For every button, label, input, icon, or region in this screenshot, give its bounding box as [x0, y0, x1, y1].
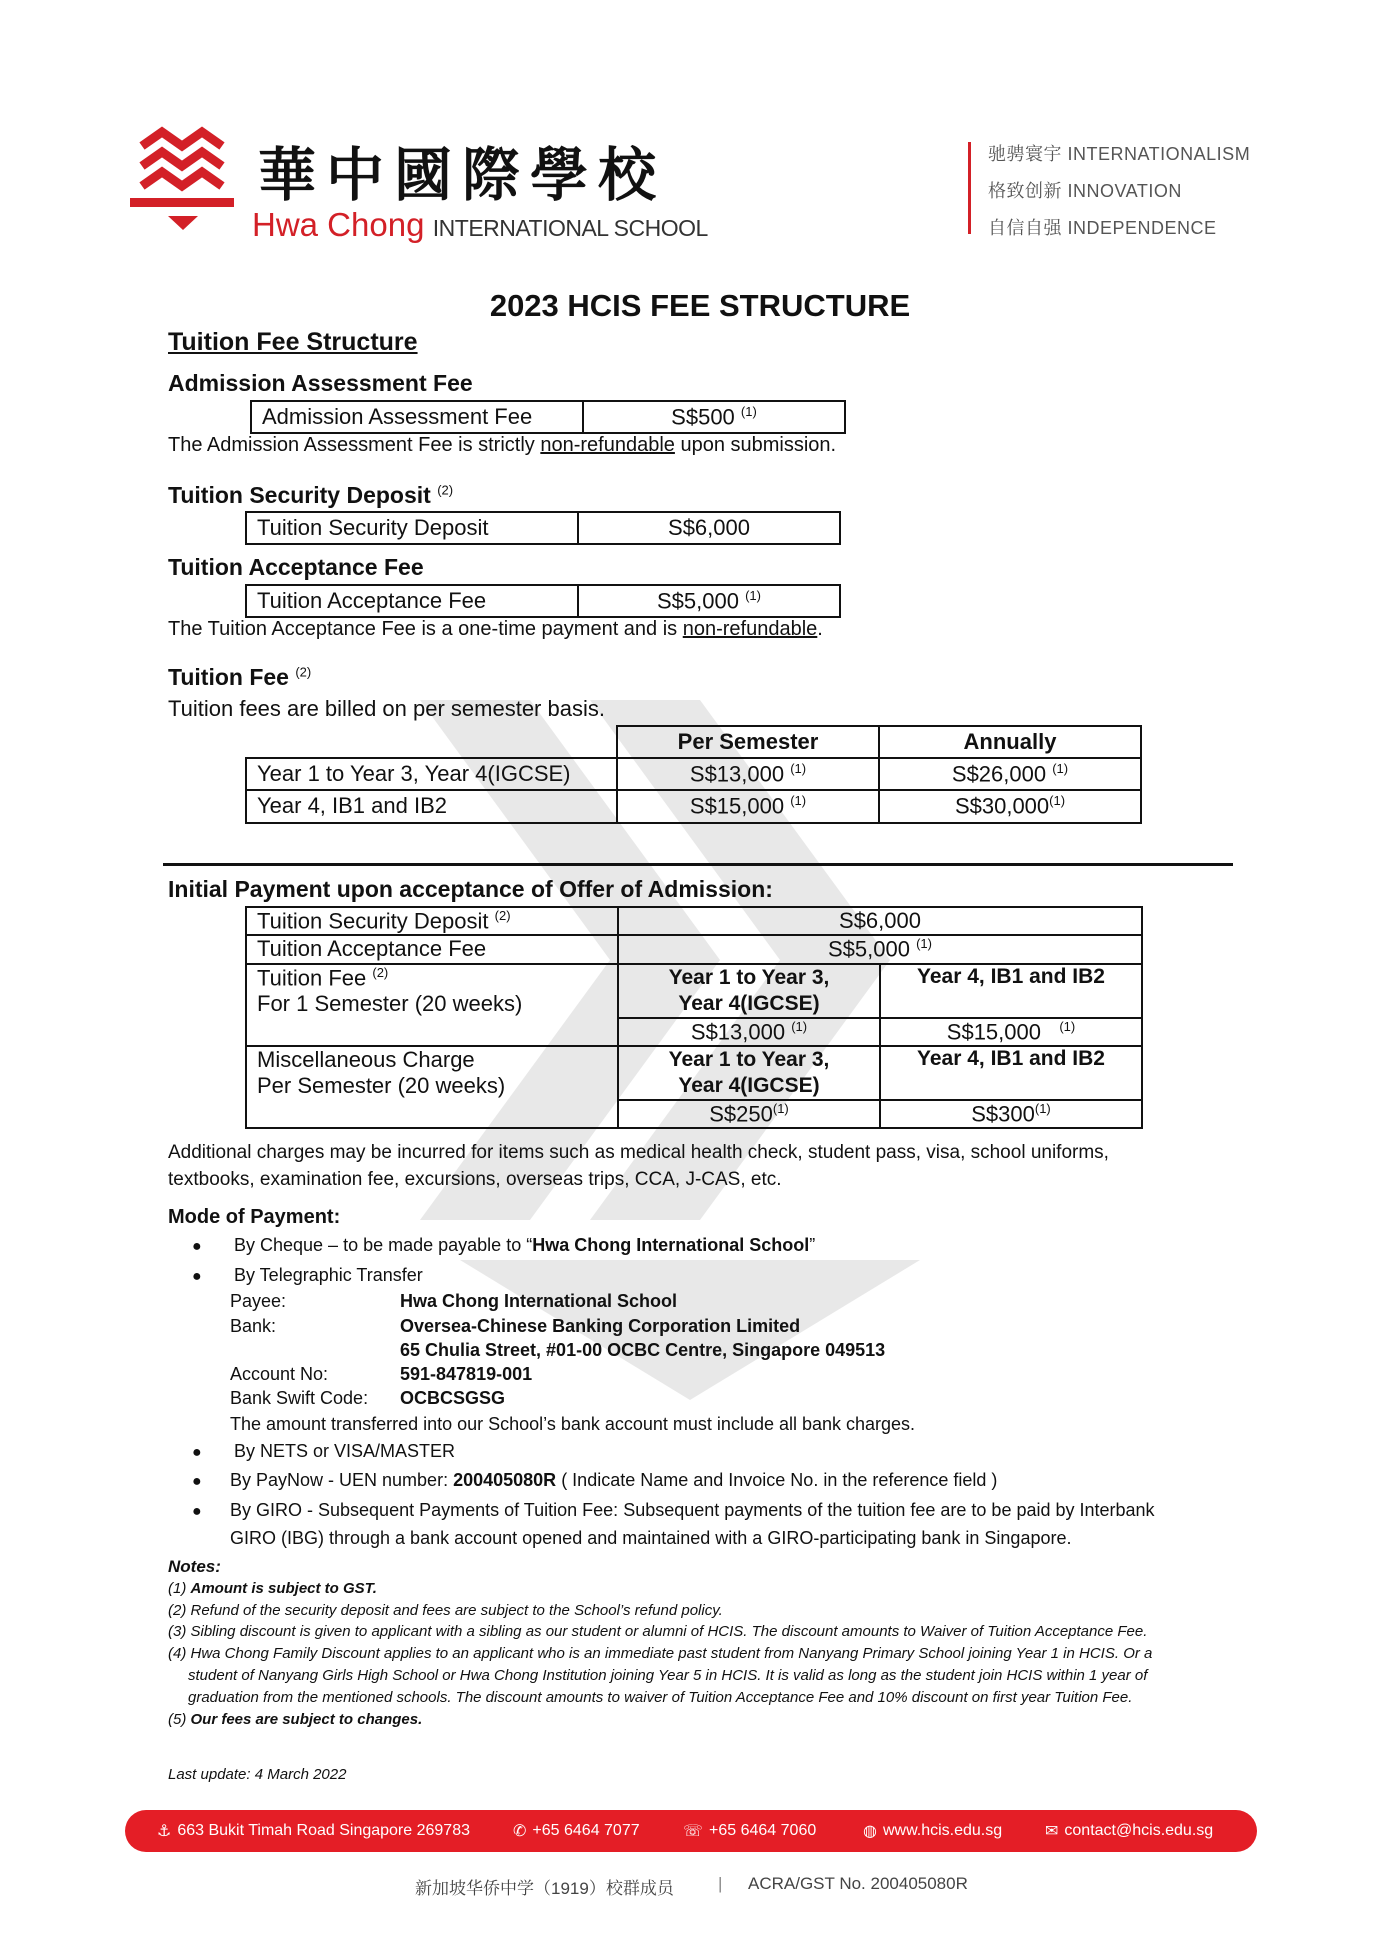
swift-value: OCBCSGSG: [400, 1388, 506, 1408]
deposit-label: Tuition Security Deposit: [246, 512, 578, 544]
account-value: 591-847819-001: [400, 1364, 533, 1384]
initial-fee-label: Tuition Fee $^{(2)}$ For 1 Semester (20 weeks): [246, 964, 618, 1046]
footer-address: ⚓ 663 Bukit Timah Road Singapore 269783: [157, 1822, 470, 1840]
tuition-row-label: Year 1 to Year 3, Year 4(IGCSE): [246, 758, 617, 790]
bullet-icon: ●: [192, 1473, 202, 1490]
tuition-heading: Tuition Fee $^{(2)}$: [168, 664, 312, 690]
tuition-desc: Tuition fees are billed on per semester basis.: [168, 696, 605, 721]
footer-email[interactable]: ✉ contact@hcis.edu.sg: [1045, 1822, 1214, 1840]
bullet-icon: ●: [192, 1268, 202, 1285]
phone-icon: ✆: [513, 1823, 527, 1840]
brand-international-school: INTERNATIONAL SCHOOL: [432, 215, 708, 241]
deposit-table: [245, 511, 841, 545]
footer-phone[interactable]: ✆ +65 6464 7077: [513, 1822, 640, 1840]
additional-line-1: Additional charges may be incurred for items such as medical health check, student pass, visa, school uniforms,: [168, 1142, 1109, 1163]
tuition-empty-header: [246, 726, 617, 758]
admission-label: Admission Assessment Fee: [251, 401, 583, 433]
acceptance-desc: The Tuition Acceptance Fee is a one-time payment and is non-refundable.: [168, 618, 823, 640]
initial-deposit-label: Tuition Security Deposit $^{(2)}$: [246, 907, 618, 935]
payee-value: Hwa Chong International School: [400, 1291, 678, 1311]
payment-tt: By Telegraphic Transfer: [234, 1265, 423, 1285]
initial-misc-b: S$300$^{(1)}$: [880, 1100, 1142, 1128]
bank-value: Oversea-Chinese Banking Corporation Limited: [400, 1316, 801, 1336]
note-4c: graduation from the mentioned schools. The discount amounts to waiver of Tuition Acceptance Fee and 10% discount on first year Tuition Fee.: [188, 1689, 1133, 1706]
note-2: (2) Refund of the security deposit and fees are subject to the School’s refund policy.: [168, 1602, 723, 1619]
fax-icon: ☏: [683, 1823, 704, 1840]
payment-giro-2: GIRO (IBG) through a bank account opened and maintained with a GIRO-participating bank in Singapore.: [230, 1528, 1072, 1548]
bullet-icon: ●: [192, 1238, 202, 1255]
tuition-col-annual: Annually: [879, 726, 1141, 758]
section-divider: [163, 863, 1233, 866]
motto-1: 驰骋寰宇 INTERNATIONALISM: [988, 144, 1251, 164]
page-title: 2023 HCIS FEE STRUCTURE: [489, 288, 911, 323]
initial-misc-col-b: Year 4, IB1 and IB2: [880, 1046, 1142, 1100]
school-logo-icon: [128, 124, 238, 234]
globe-icon: ◍: [863, 1823, 877, 1840]
note-4a: (4) Hwa Chong Family Discount applies to an applicant who is an immediate past student from Nanyang Primary School joining Year 1 in HCIS. Or a: [168, 1645, 1153, 1662]
payment-giro-1: By GIRO - Subsequent Payments of Tuition Fee: Subsequent payments of the tuition fee are to be paid by Interbank: [230, 1500, 1155, 1520]
note-4b: student of Nanyang Girls High School or Hwa Chong Institution joining Year 5 in HCIS. It is valid as long as the student join HCIS within 1 year of: [188, 1667, 1148, 1684]
deposit-heading: Tuition Security Deposit $^{(2)}$: [168, 482, 454, 508]
initial-misc-a: S$250$^{(1)}$: [618, 1100, 880, 1128]
tuition-row-year: S$30,000$^{(1)}$: [879, 790, 1141, 822]
initial-col-a: Year 1 to Year 3, Year 4(IGCSE): [618, 964, 880, 1018]
account-label: Account No:: [230, 1364, 329, 1384]
deposit-value: S$6,000: [578, 512, 840, 544]
payment-heading: Mode of Payment:: [168, 1206, 341, 1228]
notes-heading: Notes:: [168, 1557, 221, 1576]
payment-paynow: By PayNow - UEN number: 200405080R ( Indicate Name and Invoice No. in the reference field ): [230, 1470, 998, 1490]
initial-misc-label: Miscellaneous Charge Per Semester (20 weeks): [246, 1046, 618, 1128]
admission-value: S$500 $^{(1)}$: [583, 401, 845, 433]
admission-desc: The Admission Assessment Fee is strictly non-refundable upon submission.: [168, 434, 837, 456]
tuition-col-semester: Per Semester: [617, 726, 879, 758]
bank-label: Bank:: [230, 1316, 277, 1336]
section-heading: Tuition Fee Structure: [168, 328, 418, 356]
swift-label: Bank Swift Code:: [230, 1388, 369, 1408]
acceptance-table: [245, 584, 841, 618]
note-3: (3) Sibling discount is given to applicant with a sibling as our student or alumni of HCIS. The discount amounts to Waiver of Tuition Acceptance Fee.: [168, 1623, 1148, 1640]
acceptance-value: S$5,000 $^{(1)}$: [578, 585, 840, 617]
acceptance-heading: Tuition Acceptance Fee: [168, 554, 424, 580]
bullet-icon: ●: [192, 1444, 202, 1461]
footer-separator: |: [718, 1874, 723, 1893]
footer-member: 新加坡华侨中学（1919）校群成员: [415, 1879, 674, 1898]
location-pin-icon: ⚓: [157, 1823, 172, 1840]
admission-table: [250, 400, 846, 434]
tuition-row-label: Year 4, IB1 and IB2: [246, 790, 617, 822]
payee-label: Payee:: [230, 1291, 287, 1311]
footer-contact-bar: [125, 1810, 1257, 1852]
admission-heading: Admission Assessment Fee: [168, 370, 473, 396]
initial-heading: Initial Payment upon acceptance of Offer of Admission:: [168, 876, 773, 902]
tuition-row-sem: S$13,000 $^{(1)}$: [617, 758, 879, 790]
initial-col-b: Year 4, IB1 and IB2: [880, 964, 1142, 1018]
table-row: [246, 758, 1141, 790]
tuition-row-sem: S$15,000 $^{(1)}$: [617, 790, 879, 822]
table-row: [246, 790, 1141, 822]
school-chinese-name: 華中國際學校: [258, 141, 667, 209]
brand-hwa-chong: Hwa Chong: [252, 206, 425, 243]
header-divider: [968, 142, 971, 234]
initial-fee-a: S$13,000 $^{(1)}$: [618, 1018, 880, 1046]
motto-2: 格致创新 INNOVATION: [988, 181, 1182, 201]
initial-accept-value: S$5,000 $^{(1)}$: [618, 935, 1142, 963]
tuition-row-year: S$26,000 $^{(1)}$: [879, 758, 1141, 790]
bank-address: 65 Chulia Street, #01-00 OCBC Centre, Singapore 049513: [400, 1340, 886, 1360]
payment-nets: By NETS or VISA/MASTER: [234, 1441, 456, 1461]
acceptance-label: Tuition Acceptance Fee: [246, 585, 578, 617]
bullet-icon: ●: [192, 1503, 202, 1520]
footer-acra: ACRA/GST No. 200405080R: [748, 1874, 968, 1893]
additional-line-2: textbooks, examination fee, excursions, overseas trips, CCA, J-CAS, etc.: [168, 1169, 782, 1190]
bank-charges-note: The amount transferred into our School’s bank account must include all bank charges.: [230, 1414, 916, 1434]
footer-fax: ☏ +65 6464 7060: [683, 1822, 817, 1840]
motto-3: 自信自强 INDEPENDENCE: [988, 218, 1217, 238]
tuition-table: [245, 725, 1142, 824]
note-5: (5) Our fees are subject to changes.: [168, 1711, 423, 1728]
mail-icon: ✉: [1045, 1823, 1059, 1840]
school-english-name: [252, 206, 708, 244]
initial-fee-b: S$15,000 $^{(1)}$: [880, 1018, 1142, 1046]
initial-table: [245, 906, 1143, 1129]
initial-accept-label: Tuition Acceptance Fee: [246, 935, 618, 963]
last-update: Last update: 4 March 2022: [168, 1766, 347, 1783]
note-1: (1) Amount is subject to GST.: [168, 1580, 377, 1597]
initial-deposit-value: S$6,000: [618, 907, 1142, 935]
footer-website[interactable]: ◍ www.hcis.edu.sg: [863, 1822, 1003, 1840]
payment-cheque: By Cheque – to be made payable to “Hwa Chong International School”: [234, 1235, 816, 1255]
initial-misc-col-a: Year 1 to Year 3, Year 4(IGCSE): [618, 1046, 880, 1100]
